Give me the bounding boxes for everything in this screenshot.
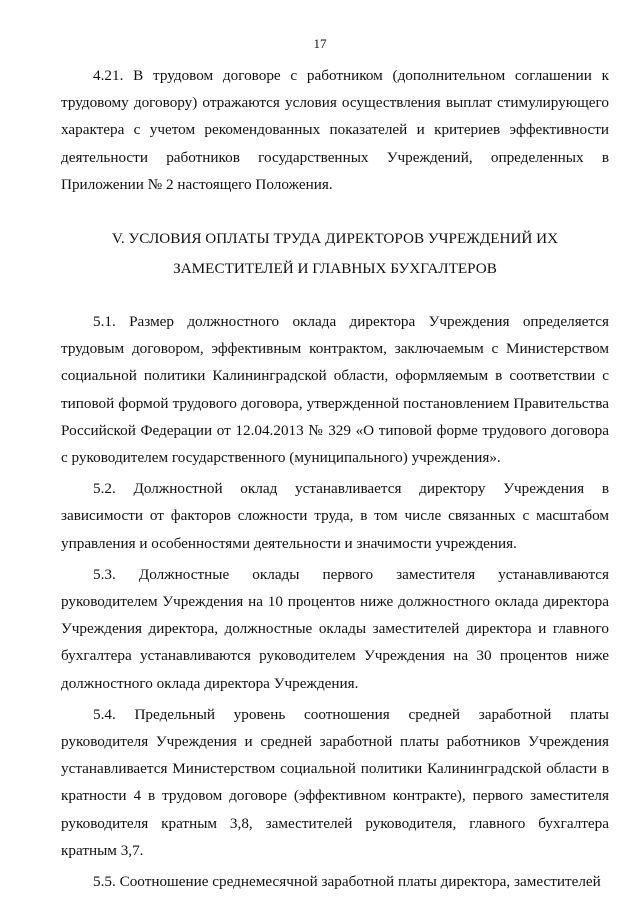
paragraph-5-2: 5.2. Должностной оклад устанавливается директору Учреждения в зависимости от факторов сложности труда, в том числе связанных с масштабом управления и особенностями деятельности и значимости учреждения. [61,480,609,552]
paragraph-5-5: 5.5. Соотношение среднемесячной заработной платы директора, заместителей [93,873,601,891]
section-heading-line-2: ЗАМЕСТИТЕЛЕЙ И ГЛАВНЫХ БУХГАЛТЕРОВ [173,260,497,278]
document-body [61,62,609,895]
section-heading-line-1: V. УСЛОВИЯ ОПЛАТЫ ТРУДА ДИРЕКТОРОВ УЧРЕЖДЕНИЙ ИХ [111,230,559,248]
page-number: 17 [313,36,327,51]
paragraph-5-4: 5.4. Предельный уровень соотношения средней заработной платы руководителя Учреждения и средней заработной платы работников Учреждения устанавливается Министерством социальной политики Калининградской области в кратности 4 в трудовом договоре (эффективном контракте), первого заместителя руководителя кратным 3,8, заместителей руководителя, главного бухгалтера кратным 3,7. [61,705,609,859]
section-heading [61,224,609,284]
paragraph-5-3: 5.3. Должностные оклады первого заместителя устанавливаются руководителем Учреждения на 10 процентов ниже должностного оклада директора Учреждения директора, должностные оклады заместителей директора и главного бухгалтера устанавливаются руководителем Учреждения на 30 процентов ниже должностного оклада директора Учреждения. [61,565,609,692]
paragraph-4-21: 4.21. В трудовом договоре с работником (дополнительном соглашении к трудовому договору) отражаются условия осуществления выплат стимулирующего характера с учетом рекомендованных показателей и критериев эффективности деятельности работников государственных Учреждений, определенных в Приложении № 2 настоящего Положения. [61,67,609,193]
paragraph-5-1: 5.1. Размер должностного оклада директора Учреждения определяется трудовым договором, эффективным контрактом, заключаемым с Министерством социальной политики Калининградской области, оформляемым в соответствии с типовой формой трудового договора, утвержденной постановлением Правительства Российской Федерации от 12.04.2013 № 329 «О типовой форме трудового договора с руководителем государственного (муниципального) учреждения». [61,313,609,467]
